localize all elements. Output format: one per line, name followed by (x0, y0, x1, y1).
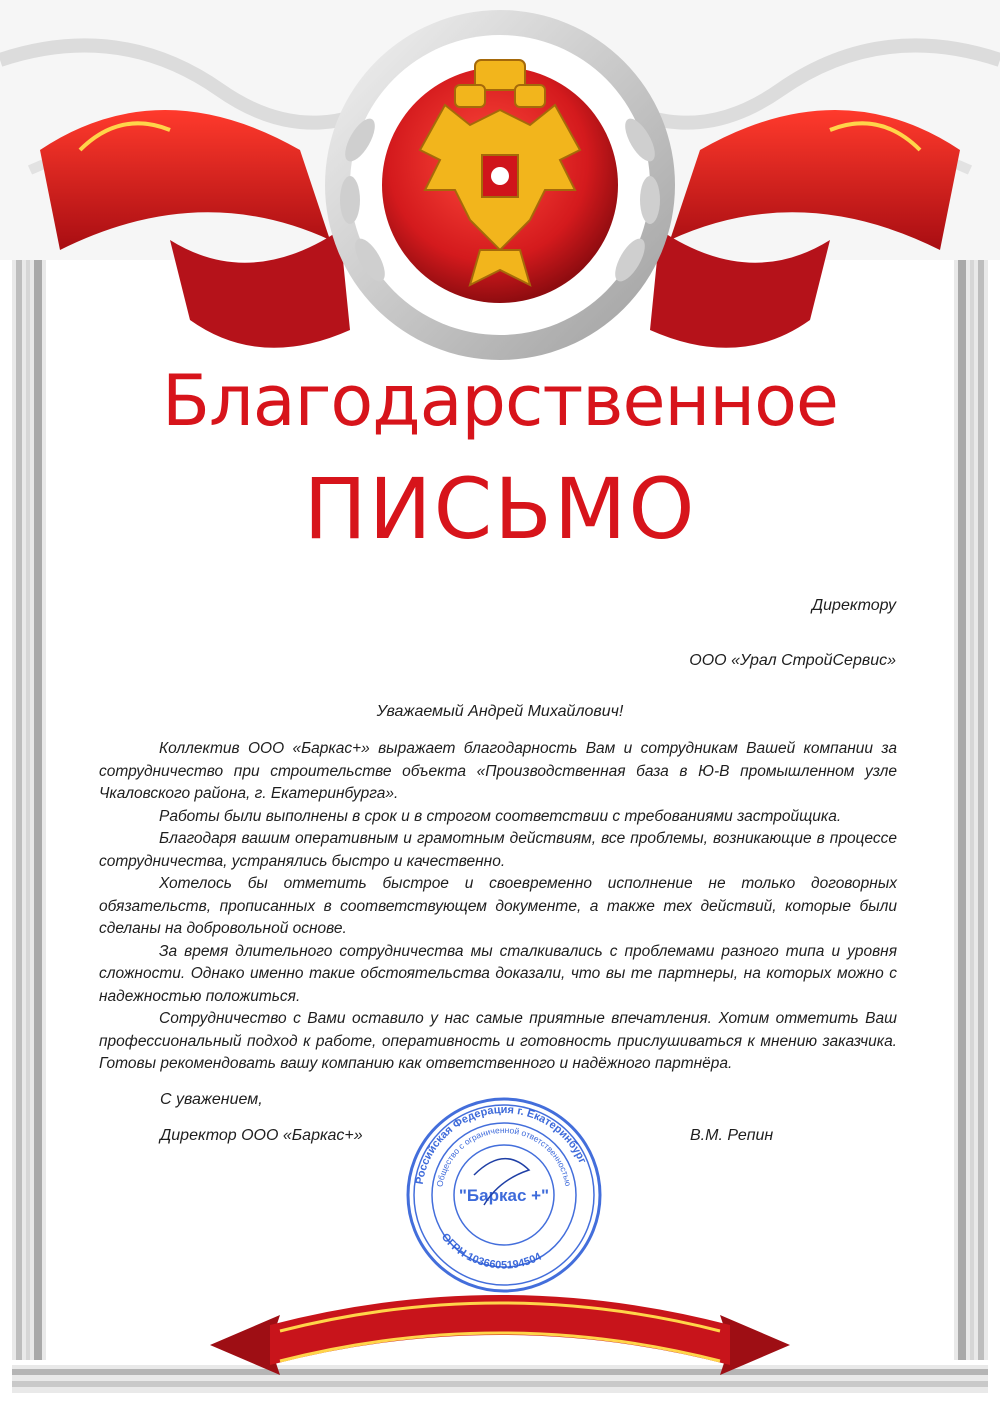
company-seal-stamp (404, 1095, 604, 1295)
stamp-ogrn-text: ОГРН 1036605194504 (438, 1231, 544, 1272)
signatory-name: В.М. Репин (690, 1127, 774, 1144)
title-line-1: Благодарственное (161, 360, 838, 442)
addressee-position: Директору (811, 597, 896, 614)
svg-text:ОГРН 1036605194504 (439, 1231, 545, 1271)
paragraph: Хотелось бы отметить быстрое и своевременно исполнение не только договорных обязательств, прописанных в соответствующем документе, а также тех действий, которые были сделаны на добровольной основе. (99, 875, 897, 937)
svg-text:Общество с ограниченной ответс (435, 1125, 574, 1188)
closing: С уважением, (160, 1091, 263, 1108)
stamp-inner-text: Общество с ограниченной ответственностью (434, 1124, 574, 1188)
title-line-2: ПИСЬМО (303, 460, 697, 558)
paragraph: Благодаря вашим оперативным и грамотным действиям, все проблемы, возникающие в процессе сотрудничества, устранялись быстро и качественно. (99, 830, 897, 870)
signatory-role: Директор ООО «Баркас+» (160, 1127, 363, 1144)
paragraph: Сотрудничество с Вами оставило у нас самые приятные впечатления. Хотим отметить Ваш профессиональный подход к работе, оперативность и готовность прислушиваться к мнению заказчика. Готовы рекомендовать вашу компанию как ответственного и надёжного партнёра. (99, 1010, 897, 1072)
stamp-center-text: "Баркас +" (458, 1186, 550, 1205)
bottom-ribbon-ornament (210, 1275, 790, 1405)
addressee-company: ООО «Урал СтройСервис» (689, 652, 896, 669)
greeting: Уважаемый Андрей Михайлович! (376, 703, 624, 720)
paragraph: Работы были выполнены в срок и в строгом соответствии с требованиями застройщика. (159, 807, 842, 825)
paragraph: Коллектив ООО «Баркас+» выражает благодарность Вам и сотрудникам Вашей компании за сотрудничество при строительстве объекта «Производственная база в Ю-В промышленном узле Чкаловского района, г. Екатеринбурга». (99, 740, 897, 802)
letter-body (99, 738, 897, 1076)
coat-of-arms-emblem (0, 0, 1000, 400)
stamp-outer-text: Российская Федерация г. Екатеринбург (413, 1103, 589, 1186)
paragraph: За время длительного сотрудничества мы сталкивались с проблемами разного типа и уровня сложности. Однако именно такие обстоятельства доказали, что вы те партнеры, на которых можно с надежностью положиться. (99, 942, 897, 1005)
